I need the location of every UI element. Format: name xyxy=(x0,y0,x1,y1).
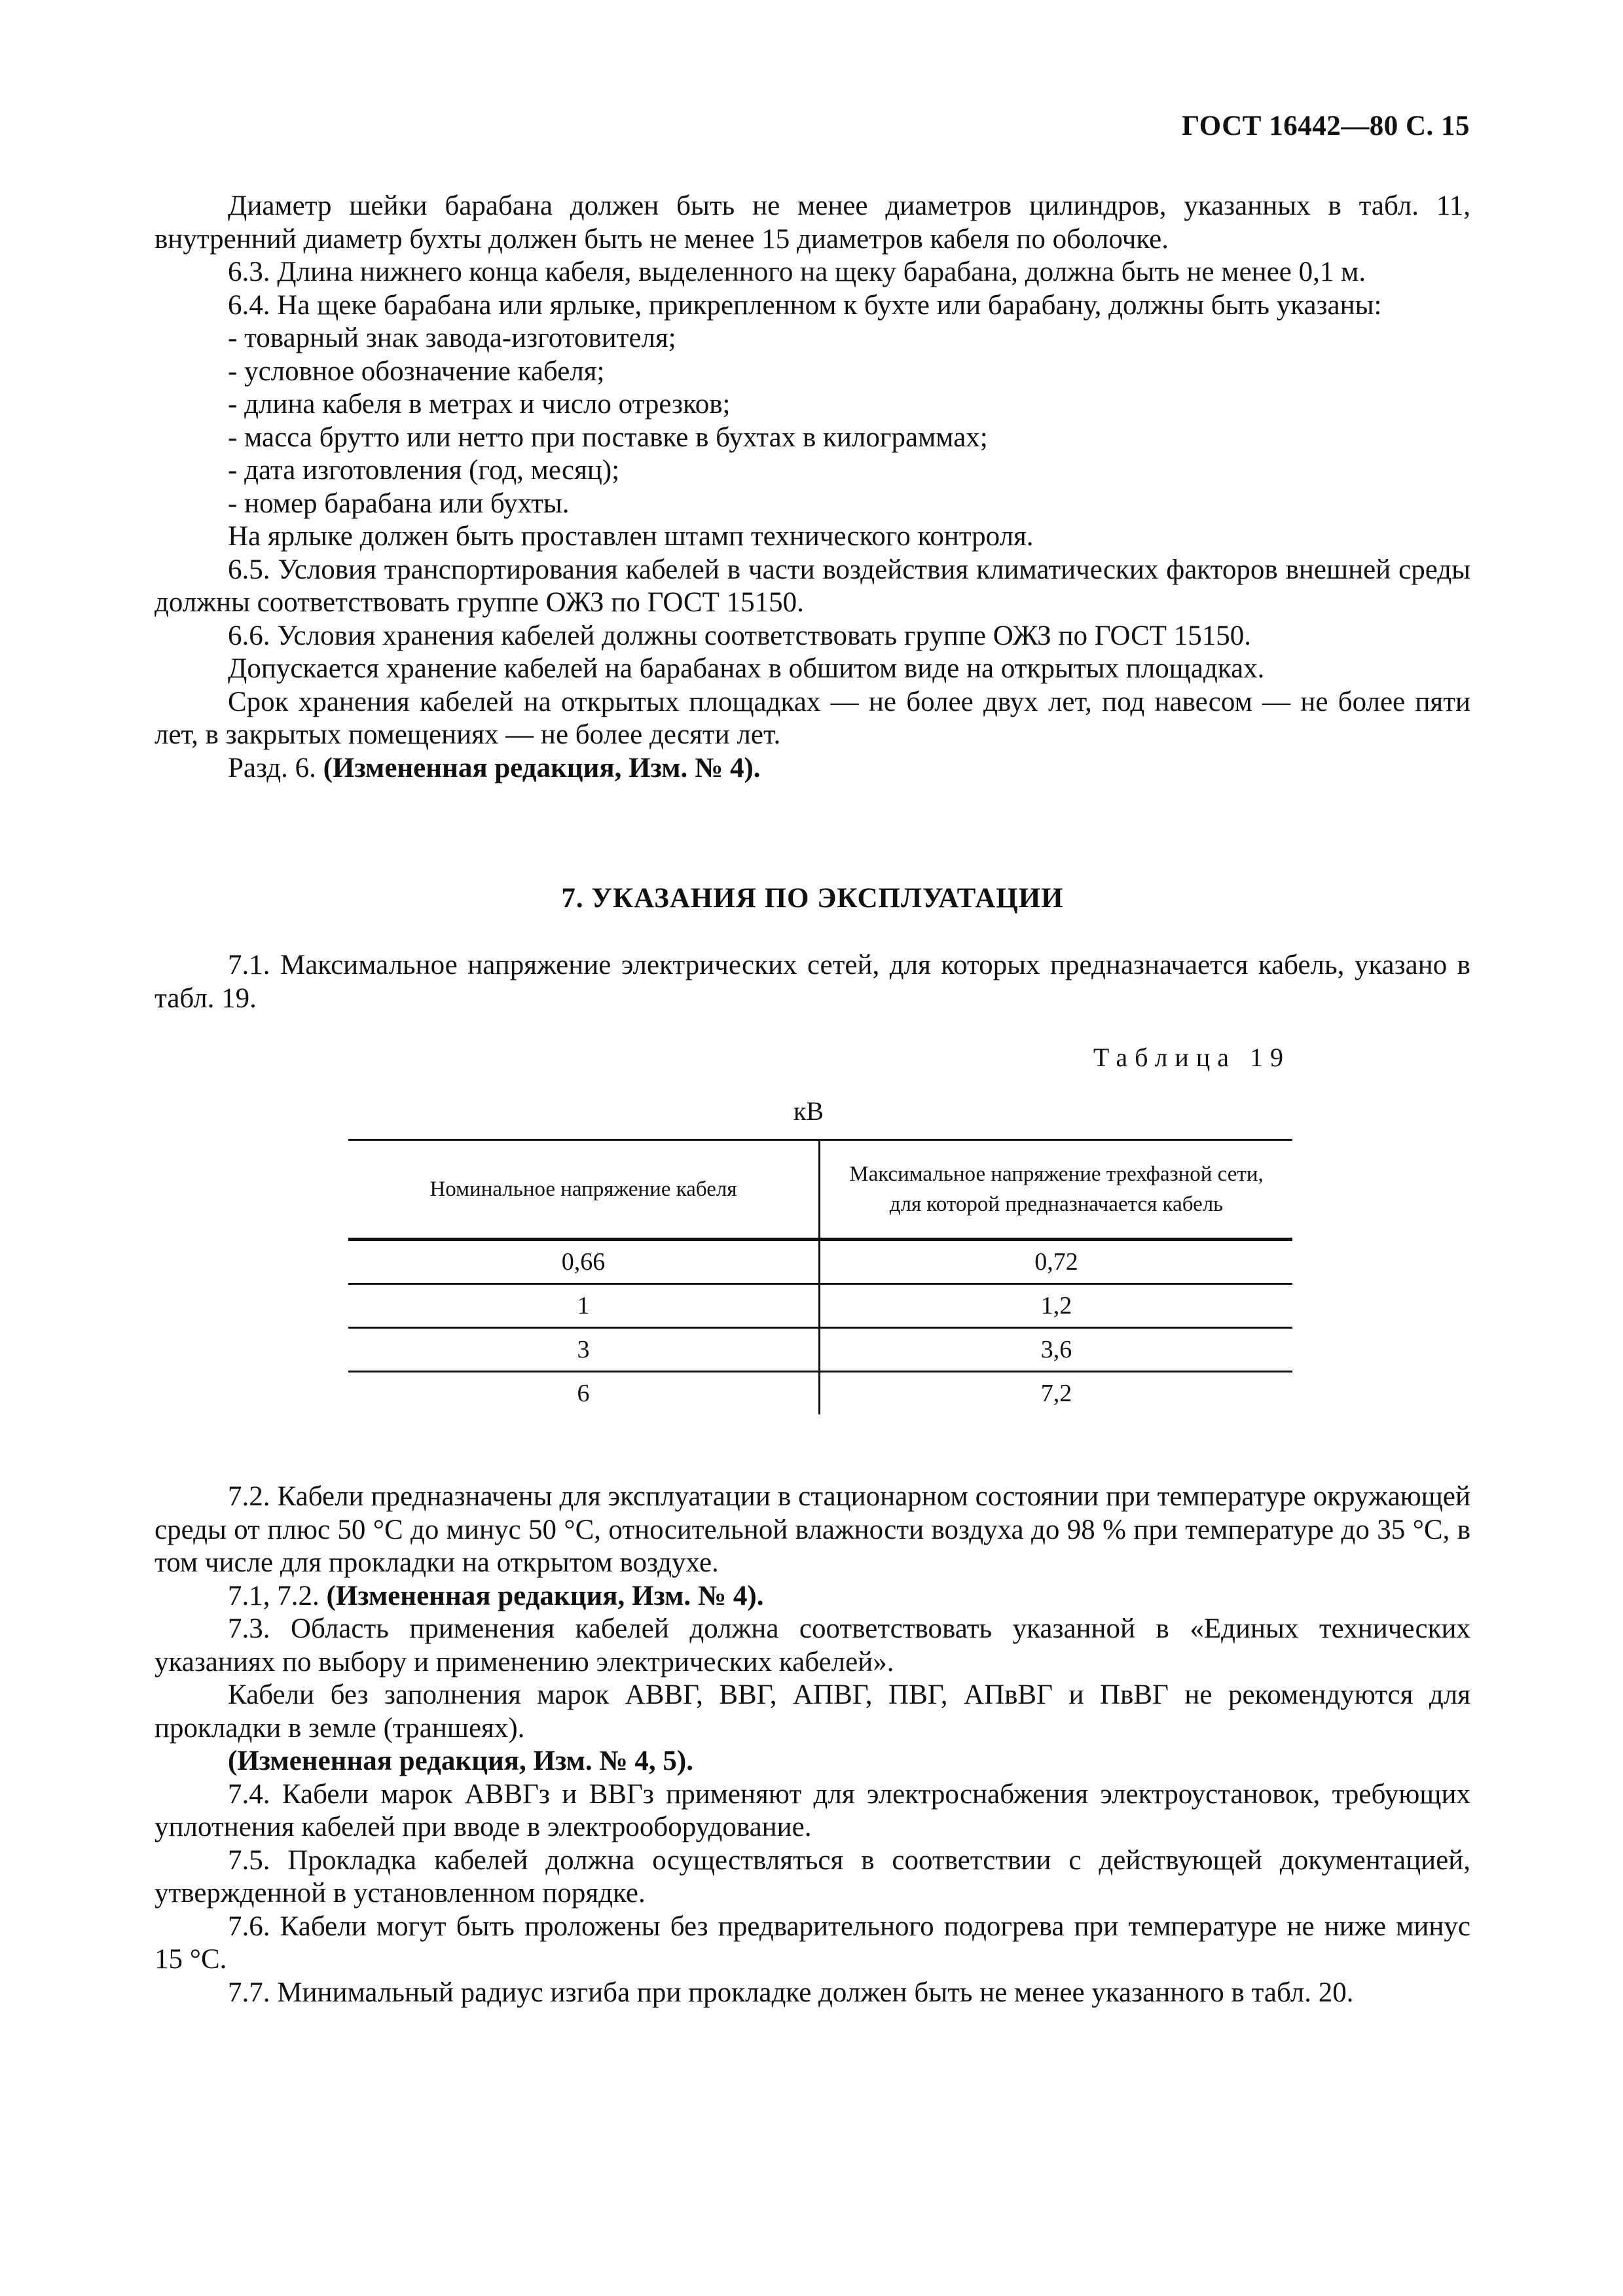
paragraph-7-5: 7.5. Прокладка кабелей должна осуществляться в соответствии с действующей документацией, утвержденной в установленном порядке. xyxy=(155,1844,1470,1909)
table-row xyxy=(348,1372,1292,1414)
amendment-note: (Измененная редакция, Изм. № 4). xyxy=(326,1580,764,1611)
paragraph-7-1: 7.1. Максимальное напряжение электрических сетей, для которых предназначается кабель, указано в табл. 19. xyxy=(155,950,1470,1014)
amendment-prefix: Разд. 6. xyxy=(228,752,323,783)
paragraph-amendment-section-6 xyxy=(155,752,1470,785)
list-item: - масса брутто или нетто при поставке в бухтах в килограммах; xyxy=(228,422,988,453)
paragraph-6-3: 6.3. Длина нижнего конца кабеля, выделенного на щеку барабана, должна быть не менее 0,1 м. xyxy=(228,257,1366,287)
table-row xyxy=(348,1241,1292,1285)
paragraph-drum-diameter: Диаметр шейки барабана должен быть не менее диаметров цилиндров, указанных в табл. 11, внутренний диаметр бухты должен быть не менее 15 диаметров кабеля по оболочке. xyxy=(155,190,1470,255)
amendment-prefix: 7.1, 7.2. xyxy=(228,1580,327,1611)
paragraph-7-7: 7.7. Минимальный радиус изгиба при прокладке должен быть не менее указанного в табл. 20. xyxy=(228,1977,1354,2008)
table-cell: 6 xyxy=(348,1372,820,1414)
table-row xyxy=(348,1285,1292,1329)
section-6-text xyxy=(155,190,1470,785)
list-item: - номер барабана или бухты. xyxy=(228,488,570,519)
paragraph-7-3: 7.3. Область применения кабелей должна соответствовать указанной в «Единых технических указаниях по выбору и применению электрических кабелей». xyxy=(155,1613,1470,1677)
list-item: - условное обозначение кабеля; xyxy=(228,355,605,387)
paragraph-storage-allowed: Допускается хранение кабелей на барабанах в обшитом виде на открытых площадках. xyxy=(228,653,1265,684)
table-caption: Таблица 19 xyxy=(1093,1043,1290,1072)
paragraph-7-4: 7.4. Кабели марок АВВГз и ВВГз применяют для электроснабжения электроустановок, требующих уплотнения кабелей при вводе в электрооборудование. xyxy=(155,1778,1470,1842)
section-7-intro xyxy=(155,949,1470,1015)
paragraph-amendment-7-1-7-2 xyxy=(155,1580,1470,1613)
table-cell: 0,72 xyxy=(1034,1248,1078,1276)
amendment-note: (Измененная редакция, Изм. № 4). xyxy=(323,752,761,783)
paragraph-6-5: 6.5. Условия транспортирования кабелей в части воздействия климатических факторов внешней среды должны соответствовать группе ОЖЗ по ГОСТ 15150. xyxy=(155,554,1470,618)
section-7-title: 7. УКАЗАНИЯ ПО ЭКСПЛУАТАЦИИ xyxy=(561,883,1064,914)
paragraph-6-6: 6.6. Условия хранения кабелей должны соответствовать группе ОЖЗ по ГОСТ 15150. xyxy=(228,620,1252,651)
table-cell: 7,2 xyxy=(1040,1380,1072,1407)
paragraph-amendment-4-5: (Измененная редакция, Изм. № 4, 5). xyxy=(228,1746,693,1776)
paragraph-storage-term: Срок хранения кабелей на открытых площадках — не более двух лет, под навесом — не более пяти лет, в закрытых помещениях — не более десяти лет. xyxy=(155,686,1470,750)
column-header-nominal-voltage: Номинальное напряжение кабеля xyxy=(348,1141,820,1238)
voltage-table xyxy=(348,1139,1292,1414)
page-header: ГОСТ 16442—80 С. 15 xyxy=(1181,111,1470,141)
list-item: - товарный знак завода-изготовителя; xyxy=(228,323,676,353)
column-header-max-voltage: Максимальное напряжение трехфазной сети, для которой предназначается кабель xyxy=(849,1162,1264,1216)
paragraph-6-4: 6.4. На щеке барабана или ярлыке, прикрепленном к бухте или барабану, должны быть указаны: xyxy=(228,289,1382,321)
list-item: - длина кабеля в метрах и число отрезков; xyxy=(228,389,731,420)
paragraph-7-2: 7.2. Кабели предназначены для эксплуатации в стационарном состоянии при температуре окружающей среды от плюс 50 °С до минус 50 °С, относительной влажности воздуха до 98 % при температуре до 35 °С, в том числе для прокладки на открытом воздухе. xyxy=(155,1481,1470,1578)
table-row xyxy=(348,1329,1292,1372)
section-7-text xyxy=(155,1480,1470,2009)
table-cell: 3 xyxy=(348,1329,820,1371)
table-header-row xyxy=(348,1141,1292,1241)
table-cell: 1,2 xyxy=(1040,1292,1072,1319)
table-cell: 0,66 xyxy=(348,1241,820,1283)
list-item: - дата изготовления (год, месяц); xyxy=(228,455,620,486)
table-cell: 1 xyxy=(348,1285,820,1327)
paragraph-7-6: 7.6. Кабели могут быть проложены без предварительного подогрева при температуре не ниже минус 15 °С. xyxy=(155,1910,1470,1975)
paragraph-stamp: На ярлыке должен быть проставлен штамп технического контроля. xyxy=(228,521,1034,552)
table-cell: 3,6 xyxy=(1040,1336,1072,1363)
paragraph-no-filling: Кабели без заполнения марок АВВГ, ВВГ, АПВГ, ПВГ, АПвВГ и ПвВГ не рекомендуются для прокладки в земле (траншеях). xyxy=(155,1679,1470,1744)
table-unit: кВ xyxy=(793,1096,824,1126)
